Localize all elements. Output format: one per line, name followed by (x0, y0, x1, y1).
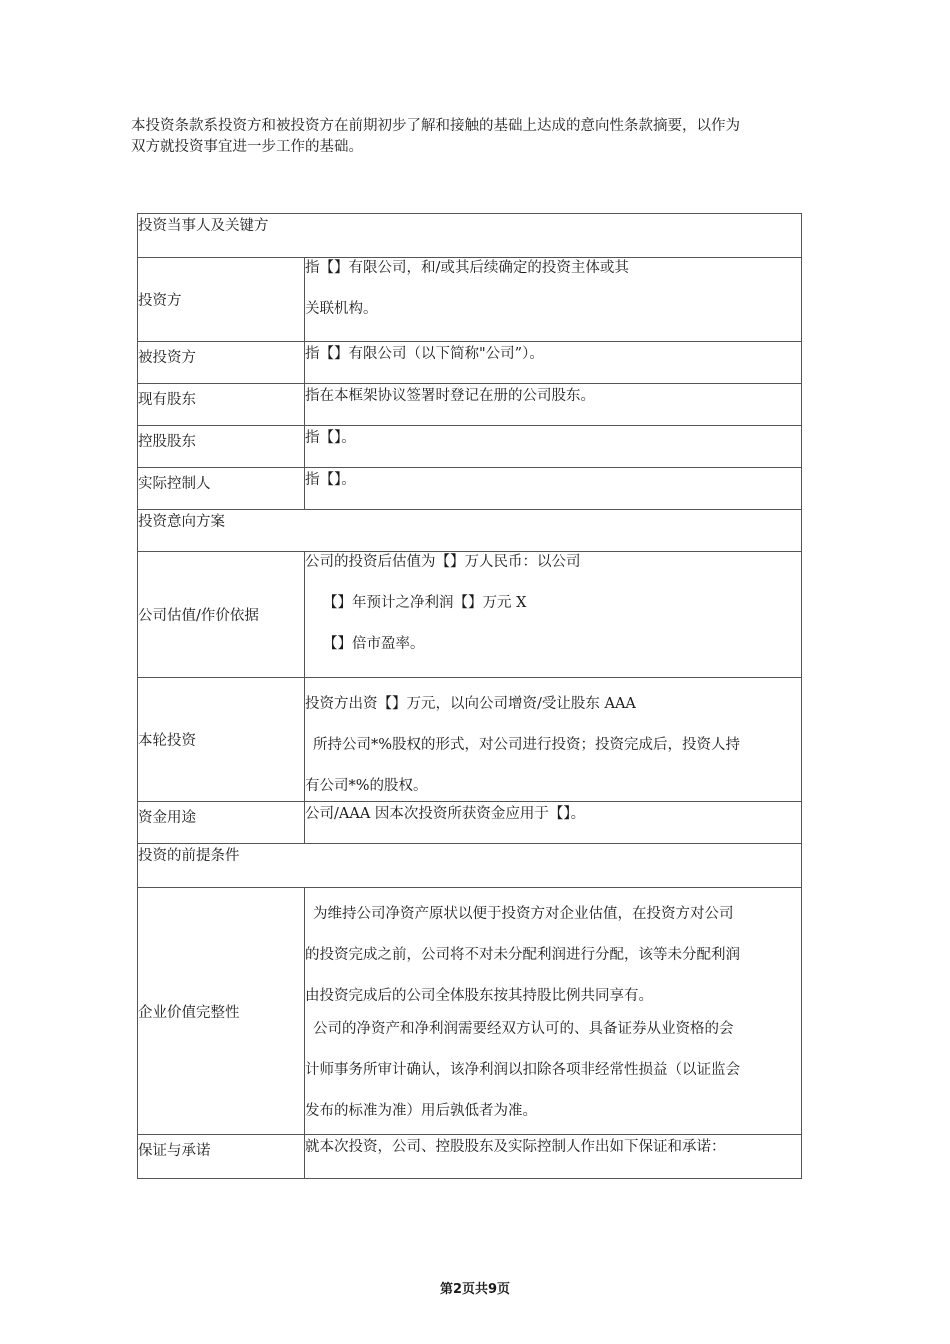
integrity-line-3: 由投资完成后的公司全体股东按其持股比例共同享有。 (305, 988, 653, 1004)
integrity-line-1: 为维持公司净资产原状以便于投资方对企业估值，在投资方对公司 (313, 906, 734, 922)
value-controlling-shareholder: 指【】。 (305, 426, 802, 468)
valuation-line-2: 【】年预计之净利润【】万元 X (323, 595, 527, 611)
round-line-2: 所持公司*%股权的形式，对公司进行投资；投资完成后，投资人持 (313, 737, 741, 753)
page-number-footer: 第2页共9页 (439, 1282, 511, 1297)
integrity-line-5: 计师事务所审计确认，该净利润以扣除各项非经常性损益（以证监会 (305, 1062, 740, 1078)
value-actual-controller: 指【】。 (305, 468, 802, 510)
intro-line-1: 本投资条款系投资方和被投资方在前期初步了解和接触的基础上达成的意向性条款摘要，以作为 (131, 118, 740, 134)
label-investor: 投资方 (138, 258, 305, 342)
investor-line-2: 关联机构。 (305, 301, 378, 317)
label-investee: 被投资方 (138, 342, 305, 384)
value-value-integrity (305, 888, 802, 1135)
value-guarantee: 就本次投资，公司、控股股东及实际控制人作出如下保证和承诺： (305, 1135, 802, 1179)
terms-table (137, 213, 802, 1179)
value-investor (305, 258, 802, 342)
section-plan: 投资意向方案 (138, 510, 802, 552)
value-use-of-funds: 公司/AAA 因本次投资所获资金应用于【】。 (305, 802, 802, 844)
value-round-investment (305, 678, 802, 802)
section-parties: 投资当事人及关键方 (138, 214, 802, 258)
intro-line-2: 双方就投资事宜进一步工作的基础。 (131, 139, 363, 155)
label-value-integrity: 企业价值完整性 (138, 888, 305, 1135)
label-use-of-funds: 资金用途 (138, 802, 305, 844)
value-valuation (305, 552, 802, 678)
label-valuation: 公司估值/作价依据 (138, 552, 305, 678)
valuation-line-1: 公司的投资后估值为【】万人民币：以公司 (305, 554, 581, 570)
value-investee: 指【】有限公司（以下简称"公司”）。 (305, 342, 802, 384)
integrity-line-6: 发布的标准为准）用后孰低者为准。 (305, 1103, 537, 1119)
label-controlling-shareholder: 控股股东 (138, 426, 305, 468)
round-line-1: 投资方出资【】万元，以向公司增资/受让股东 AAA (305, 696, 636, 712)
integrity-line-2: 的投资完成之前，公司将不对未分配利润进行分配，该等未分配利润 (305, 947, 740, 963)
value-shareholders: 指在本框架协议签署时登记在册的公司股东。 (305, 384, 802, 426)
valuation-line-3: 【】倍市盈率。 (323, 636, 425, 652)
label-actual-controller: 实际控制人 (138, 468, 305, 510)
round-line-3: 有公司*%的股权。 (305, 778, 428, 794)
label-guarantee: 保证与承诺 (138, 1135, 305, 1179)
label-shareholders: 现有股东 (138, 384, 305, 426)
integrity-line-4: 公司的净资产和净利润需要经双方认可的、具备证券从业资格的会 (313, 1021, 734, 1037)
label-round-investment: 本轮投资 (138, 678, 305, 802)
investor-line-1: 指【】有限公司，和/或其后续确定的投资主体或其 (305, 260, 629, 276)
intro-paragraph (131, 116, 811, 158)
section-preconditions: 投资的前提条件 (138, 844, 802, 888)
